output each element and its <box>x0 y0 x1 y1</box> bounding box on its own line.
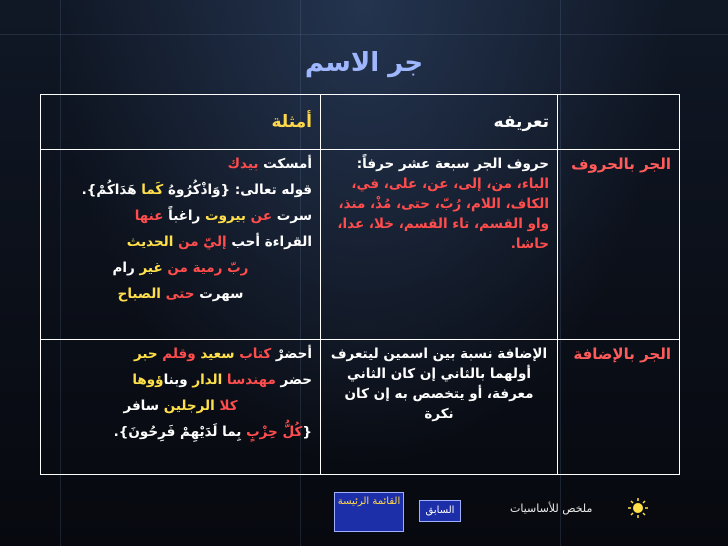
example-line: أمسكت بيدك <box>227 156 312 172</box>
header-empty-cell <box>558 95 680 150</box>
example-line: كلا الرجلين سافر <box>123 398 238 414</box>
home-menu-label: القائمة الرئيسة <box>337 496 401 507</box>
table-row <box>41 340 680 475</box>
previous-button[interactable] <box>419 500 461 522</box>
row-label-idafa: الجر بالإضافة <box>558 340 680 475</box>
examples-idafa <box>41 340 321 475</box>
definition-prepositions <box>321 150 558 340</box>
header-examples: أمثلة <box>41 95 321 150</box>
grid-line <box>0 34 728 35</box>
example-line: أحضرْ كتاب سعيد وقلم حبر <box>133 346 312 362</box>
table-row <box>41 150 680 340</box>
row-label-prepositions: الجر بالحروف <box>558 150 680 340</box>
previous-label: السابق <box>425 505 455 516</box>
definition-lead: حروف الجر سبعة عشر حرفاً: <box>356 156 549 172</box>
content-table <box>40 94 680 475</box>
preposition-list: الباء، من، إلى، عن، على، في، الكاف، اللام، رُبّ، حتى، مُذْ، منذ، واو القسم، تاء القسم، خلا، عدا، حاشا. <box>337 176 549 252</box>
example-line: قوله تعالى: {وَاذْكُرُوهُ كَما هَدَاكُمْ}. <box>81 182 312 198</box>
example-line: ربّ رمية من غير رام <box>112 260 249 276</box>
definition-idafa: الإضافة نسبة بين اسمين ليتعرف أولهما بالثاني إن كان الثاني معرفة، أو يتخصص به إن كان نكرة <box>321 340 558 475</box>
summary-link[interactable]: ملخص للأساسيات <box>510 502 593 515</box>
example-line: سرت عن بيروت راغباً عنها <box>134 208 312 224</box>
examples-prepositions <box>41 150 321 340</box>
example-line: سهرت حتى الصباح <box>117 286 244 302</box>
example-line: القراءة أحب إليّ من الحديث <box>126 234 312 250</box>
table-header-row <box>41 95 680 150</box>
example-line: حضر مهندسا الدار وبناؤوها <box>132 372 312 388</box>
home-menu-button[interactable] <box>334 492 404 532</box>
header-definition: تعريفه <box>321 95 558 150</box>
sun-icon <box>628 498 648 518</box>
page-title: جر الاسم <box>304 48 424 78</box>
example-line: {كُلُّ حِزْبٍ بِما لَدَيْهِمْ فَرِحُونَ}. <box>113 424 312 440</box>
